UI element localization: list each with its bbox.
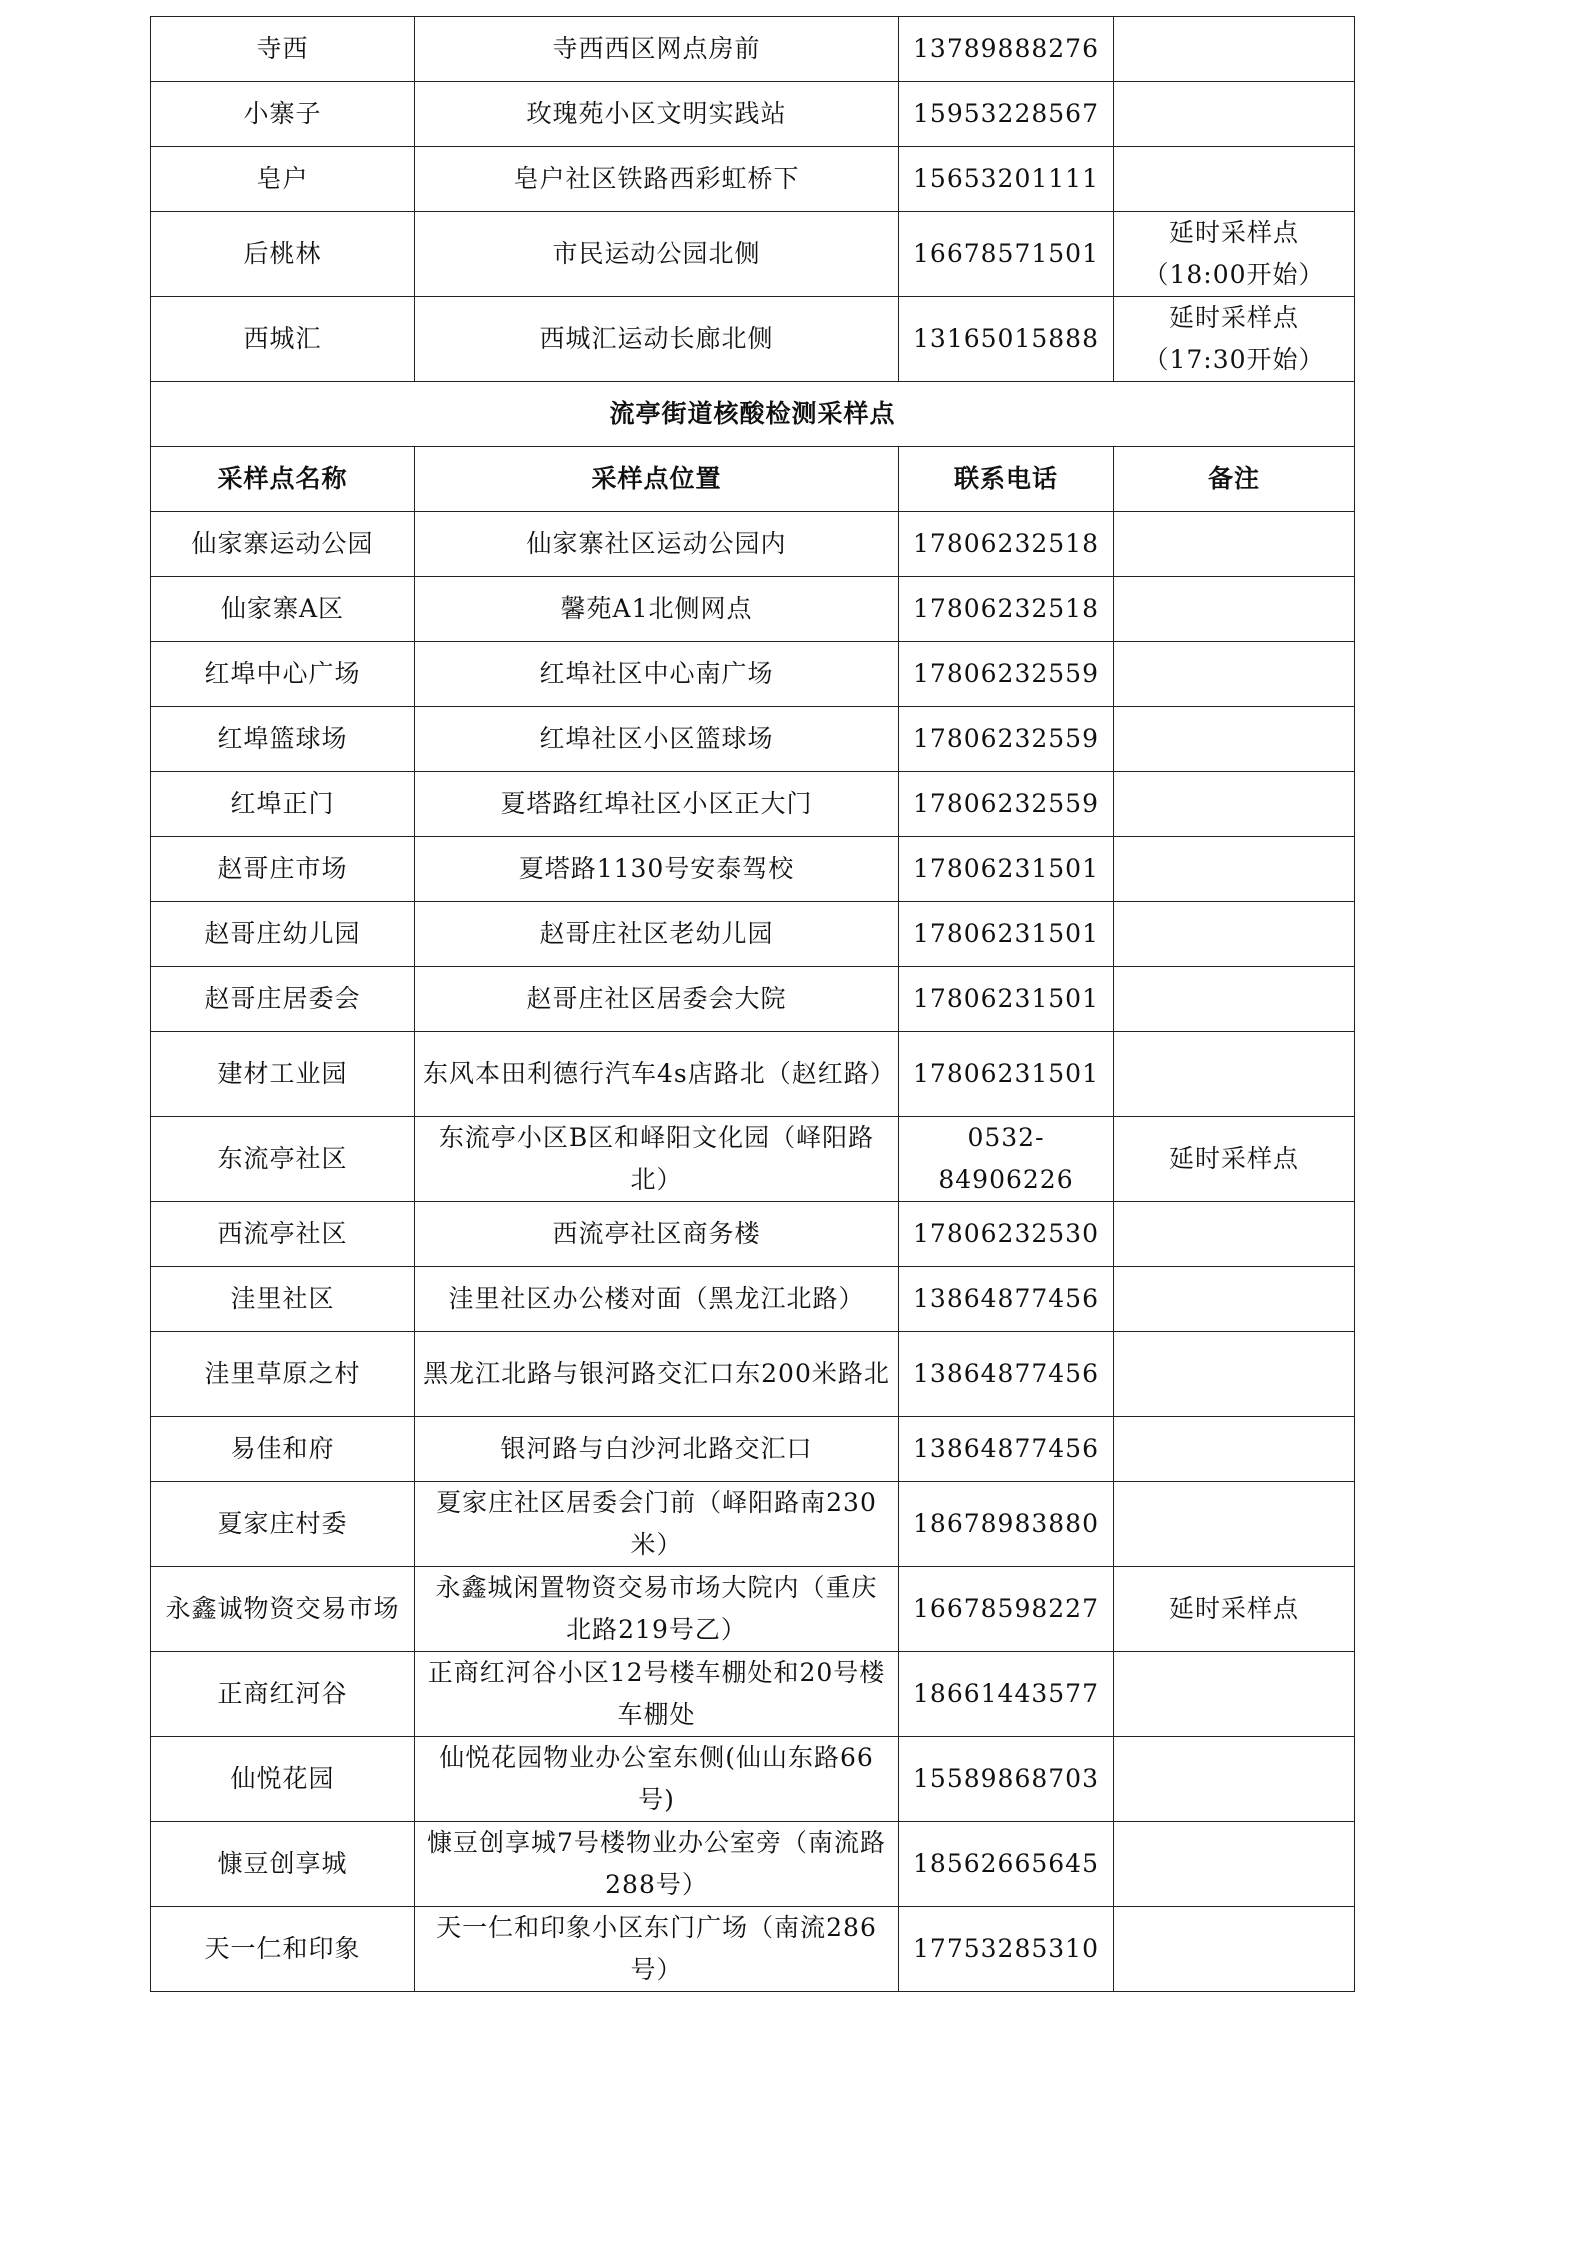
site-location: 银河路与白沙河北路交汇口 [415, 1417, 899, 1482]
table-row [151, 1737, 1355, 1822]
site-name: 易佳和府 [151, 1417, 415, 1482]
site-location: 仙悦花园物业办公室东侧(仙山东路66号) [415, 1737, 899, 1822]
site-name: 东流亭社区 [151, 1117, 415, 1202]
site-phone: 17806232559 [899, 772, 1114, 837]
site-name: 红埠篮球场 [151, 707, 415, 772]
site-phone: 18661443577 [899, 1652, 1114, 1737]
table-row [151, 147, 1355, 212]
site-name: 仙家寨A区 [151, 577, 415, 642]
site-name: 皂户 [151, 147, 415, 212]
site-note: 延时采样点 [1114, 1117, 1355, 1202]
site-name: 仙家寨运动公园 [151, 512, 415, 577]
table-row [151, 1652, 1355, 1737]
table-row [151, 512, 1355, 577]
site-location: 西城汇运动长廊北侧 [415, 297, 899, 382]
site-location: 黑龙江北路与银河路交汇口东200米路北 [415, 1332, 899, 1417]
site-note [1114, 1737, 1355, 1822]
site-name: 慷豆创享城 [151, 1822, 415, 1907]
site-phone: 18562665645 [899, 1822, 1114, 1907]
table-row [151, 1567, 1355, 1652]
site-name: 西城汇 [151, 297, 415, 382]
site-phone: 13165015888 [899, 297, 1114, 382]
site-note [1114, 642, 1355, 707]
site-name: 后桃林 [151, 212, 415, 297]
site-name: 仙悦花园 [151, 1737, 415, 1822]
site-location: 夏塔路红埠社区小区正大门 [415, 772, 899, 837]
site-note [1114, 1202, 1355, 1267]
table-row [151, 1032, 1355, 1117]
site-location: 天一仁和印象小区东门广场（南流286号） [415, 1907, 899, 1992]
header-name: 采样点名称 [151, 447, 415, 512]
site-phone: 17806231501 [899, 837, 1114, 902]
site-name: 赵哥庄幼儿园 [151, 902, 415, 967]
sampling-sites-table [150, 16, 1355, 1992]
table-row [151, 212, 1355, 297]
table-row [151, 772, 1355, 837]
site-name: 永鑫诚物资交易市场 [151, 1567, 415, 1652]
site-note [1114, 1822, 1355, 1907]
table-row [151, 1822, 1355, 1907]
table-row [151, 1417, 1355, 1482]
site-phone: 17806232518 [899, 512, 1114, 577]
site-note [1114, 1267, 1355, 1332]
site-name: 正商红河谷 [151, 1652, 415, 1737]
table-row [151, 82, 1355, 147]
site-name: 红埠正门 [151, 772, 415, 837]
table-row [151, 577, 1355, 642]
site-location: 仙家寨社区运动公园内 [415, 512, 899, 577]
site-phone: 17806232518 [899, 577, 1114, 642]
table-row [151, 1332, 1355, 1417]
site-note [1114, 512, 1355, 577]
site-location: 西流亭社区商务楼 [415, 1202, 899, 1267]
site-name: 寺西 [151, 17, 415, 82]
site-name: 西流亭社区 [151, 1202, 415, 1267]
site-name: 赵哥庄居委会 [151, 967, 415, 1032]
site-note [1114, 772, 1355, 837]
site-location: 洼里社区办公楼对面（黑龙江北路） [415, 1267, 899, 1332]
site-phone: 17806231501 [899, 902, 1114, 967]
site-phone: 16678571501 [899, 212, 1114, 297]
site-phone: 17806231501 [899, 1032, 1114, 1117]
site-location: 正商红河谷小区12号楼车棚处和20号楼车棚处 [415, 1652, 899, 1737]
site-note [1114, 147, 1355, 212]
site-location: 永鑫城闲置物资交易市场大院内（重庆北路219号乙） [415, 1567, 899, 1652]
table-row [151, 1202, 1355, 1267]
site-name: 赵哥庄市场 [151, 837, 415, 902]
site-name: 洼里社区 [151, 1267, 415, 1332]
site-location: 夏家庄社区居委会门前（峄阳路南230米） [415, 1482, 899, 1567]
site-phone: 0532-84906226 [899, 1117, 1114, 1202]
site-note [1114, 1652, 1355, 1737]
site-location: 寺西西区网点房前 [415, 17, 899, 82]
site-phone: 15589868703 [899, 1737, 1114, 1822]
column-header-row [151, 447, 1355, 512]
site-note: 延时采样点（18:00开始） [1114, 212, 1355, 297]
table-row [151, 1267, 1355, 1332]
site-location: 市民运动公园北侧 [415, 212, 899, 297]
site-phone: 16678598227 [899, 1567, 1114, 1652]
section-title: 流亭街道核酸检测采样点 [151, 382, 1355, 447]
site-name: 天一仁和印象 [151, 1907, 415, 1992]
site-location: 红埠社区中心南广场 [415, 642, 899, 707]
table-row [151, 642, 1355, 707]
site-phone: 15653201111 [899, 147, 1114, 212]
site-name: 红埠中心广场 [151, 642, 415, 707]
site-location: 东风本田利德行汽车4s店路北（赵红路） [415, 1032, 899, 1117]
site-location: 赵哥庄社区老幼儿园 [415, 902, 899, 967]
site-note [1114, 1907, 1355, 1992]
site-note [1114, 577, 1355, 642]
site-location: 红埠社区小区篮球场 [415, 707, 899, 772]
site-phone: 13864877456 [899, 1267, 1114, 1332]
site-location: 皂户社区铁路西彩虹桥下 [415, 147, 899, 212]
site-note [1114, 82, 1355, 147]
site-phone: 17806231501 [899, 967, 1114, 1032]
table-row [151, 1907, 1355, 1992]
site-note: 延时采样点（17:30开始） [1114, 297, 1355, 382]
table-row [151, 902, 1355, 967]
site-phone: 17806232559 [899, 642, 1114, 707]
site-note [1114, 1417, 1355, 1482]
site-name: 夏家庄村委 [151, 1482, 415, 1567]
site-location: 东流亭小区B区和峄阳文化园（峄阳路北） [415, 1117, 899, 1202]
site-note [1114, 967, 1355, 1032]
site-note [1114, 837, 1355, 902]
table-row [151, 707, 1355, 772]
site-note [1114, 707, 1355, 772]
site-phone: 13789888276 [899, 17, 1114, 82]
site-note [1114, 1332, 1355, 1417]
site-name: 洼里草原之村 [151, 1332, 415, 1417]
site-phone: 17806232559 [899, 707, 1114, 772]
site-phone: 13864877456 [899, 1417, 1114, 1482]
table-row [151, 837, 1355, 902]
site-location: 赵哥庄社区居委会大院 [415, 967, 899, 1032]
site-location: 馨苑A1北侧网点 [415, 577, 899, 642]
header-location: 采样点位置 [415, 447, 899, 512]
header-phone: 联系电话 [899, 447, 1114, 512]
site-note [1114, 1482, 1355, 1567]
table-row [151, 1117, 1355, 1202]
site-note [1114, 17, 1355, 82]
site-location: 慷豆创享城7号楼物业办公室旁（南流路288号） [415, 1822, 899, 1907]
table-row [151, 297, 1355, 382]
site-note: 延时采样点 [1114, 1567, 1355, 1652]
site-name: 建材工业园 [151, 1032, 415, 1117]
header-note: 备注 [1114, 447, 1355, 512]
site-note [1114, 1032, 1355, 1117]
site-phone: 17806232530 [899, 1202, 1114, 1267]
site-phone: 17753285310 [899, 1907, 1114, 1992]
site-phone: 15953228567 [899, 82, 1114, 147]
section-title-row [151, 382, 1355, 447]
site-phone: 13864877456 [899, 1332, 1114, 1417]
site-location: 夏塔路1130号安泰驾校 [415, 837, 899, 902]
site-phone: 18678983880 [899, 1482, 1114, 1567]
site-note [1114, 902, 1355, 967]
table-row [151, 967, 1355, 1032]
site-name: 小寨子 [151, 82, 415, 147]
site-location: 玫瑰苑小区文明实践站 [415, 82, 899, 147]
table-row [151, 1482, 1355, 1567]
table-row [151, 17, 1355, 82]
